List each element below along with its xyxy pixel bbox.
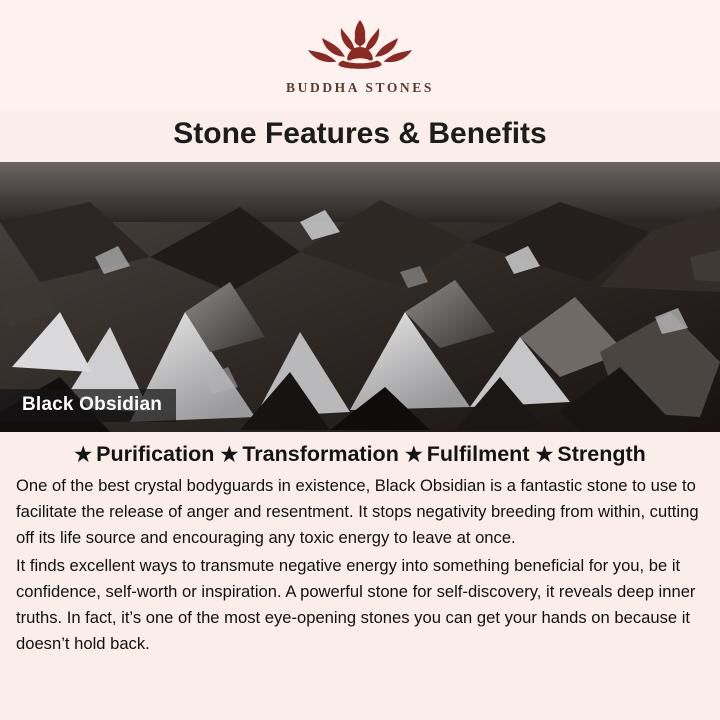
hero-caption: Black Obsidian [0,389,176,422]
description-paragraph-2: It finds excellent ways to transmute negative energy into something beneficial for you, be it confidence, self-worth or inspiration. A powerful stone for self-discovery, it reveals deep inner truths. In fact, it’s one of the most eye-opening stones you can get your hands on because it doesn’t hold back. [16,556,696,653]
benefit-label: Transformation [242,442,399,466]
benefit-label: Purification [96,442,215,466]
description-paragraph-1: One of the best crystal bodyguards in existence, Black Obsidian is a fantastic stone to use to facilitate the release of anger and resentment. It stops negativity breeding from within, cutting off its life source and encouraging any toxic energy to leave at once. [16,476,699,547]
brand-header [0,0,720,110]
benefit-item [74,442,214,467]
hero-image [0,162,720,432]
benefit-label: Fulfilment [426,442,530,466]
benefit-item [405,442,530,467]
benefit-item [220,442,398,467]
brand-name: BUDDHA STONES [286,80,434,95]
star-icon: ★ [404,443,423,466]
star-icon: ★ [535,443,554,466]
star-icon: ★ [74,443,93,466]
benefit-label: Strength [557,442,646,466]
page-title: Stone Features & Benefits [173,117,547,150]
benefits-row [0,432,720,469]
description-block [0,469,720,665]
star-icon: ★ [220,443,239,466]
lotus-meditation-logo-icon [300,14,420,76]
title-band [0,110,720,162]
benefit-item [535,442,645,467]
